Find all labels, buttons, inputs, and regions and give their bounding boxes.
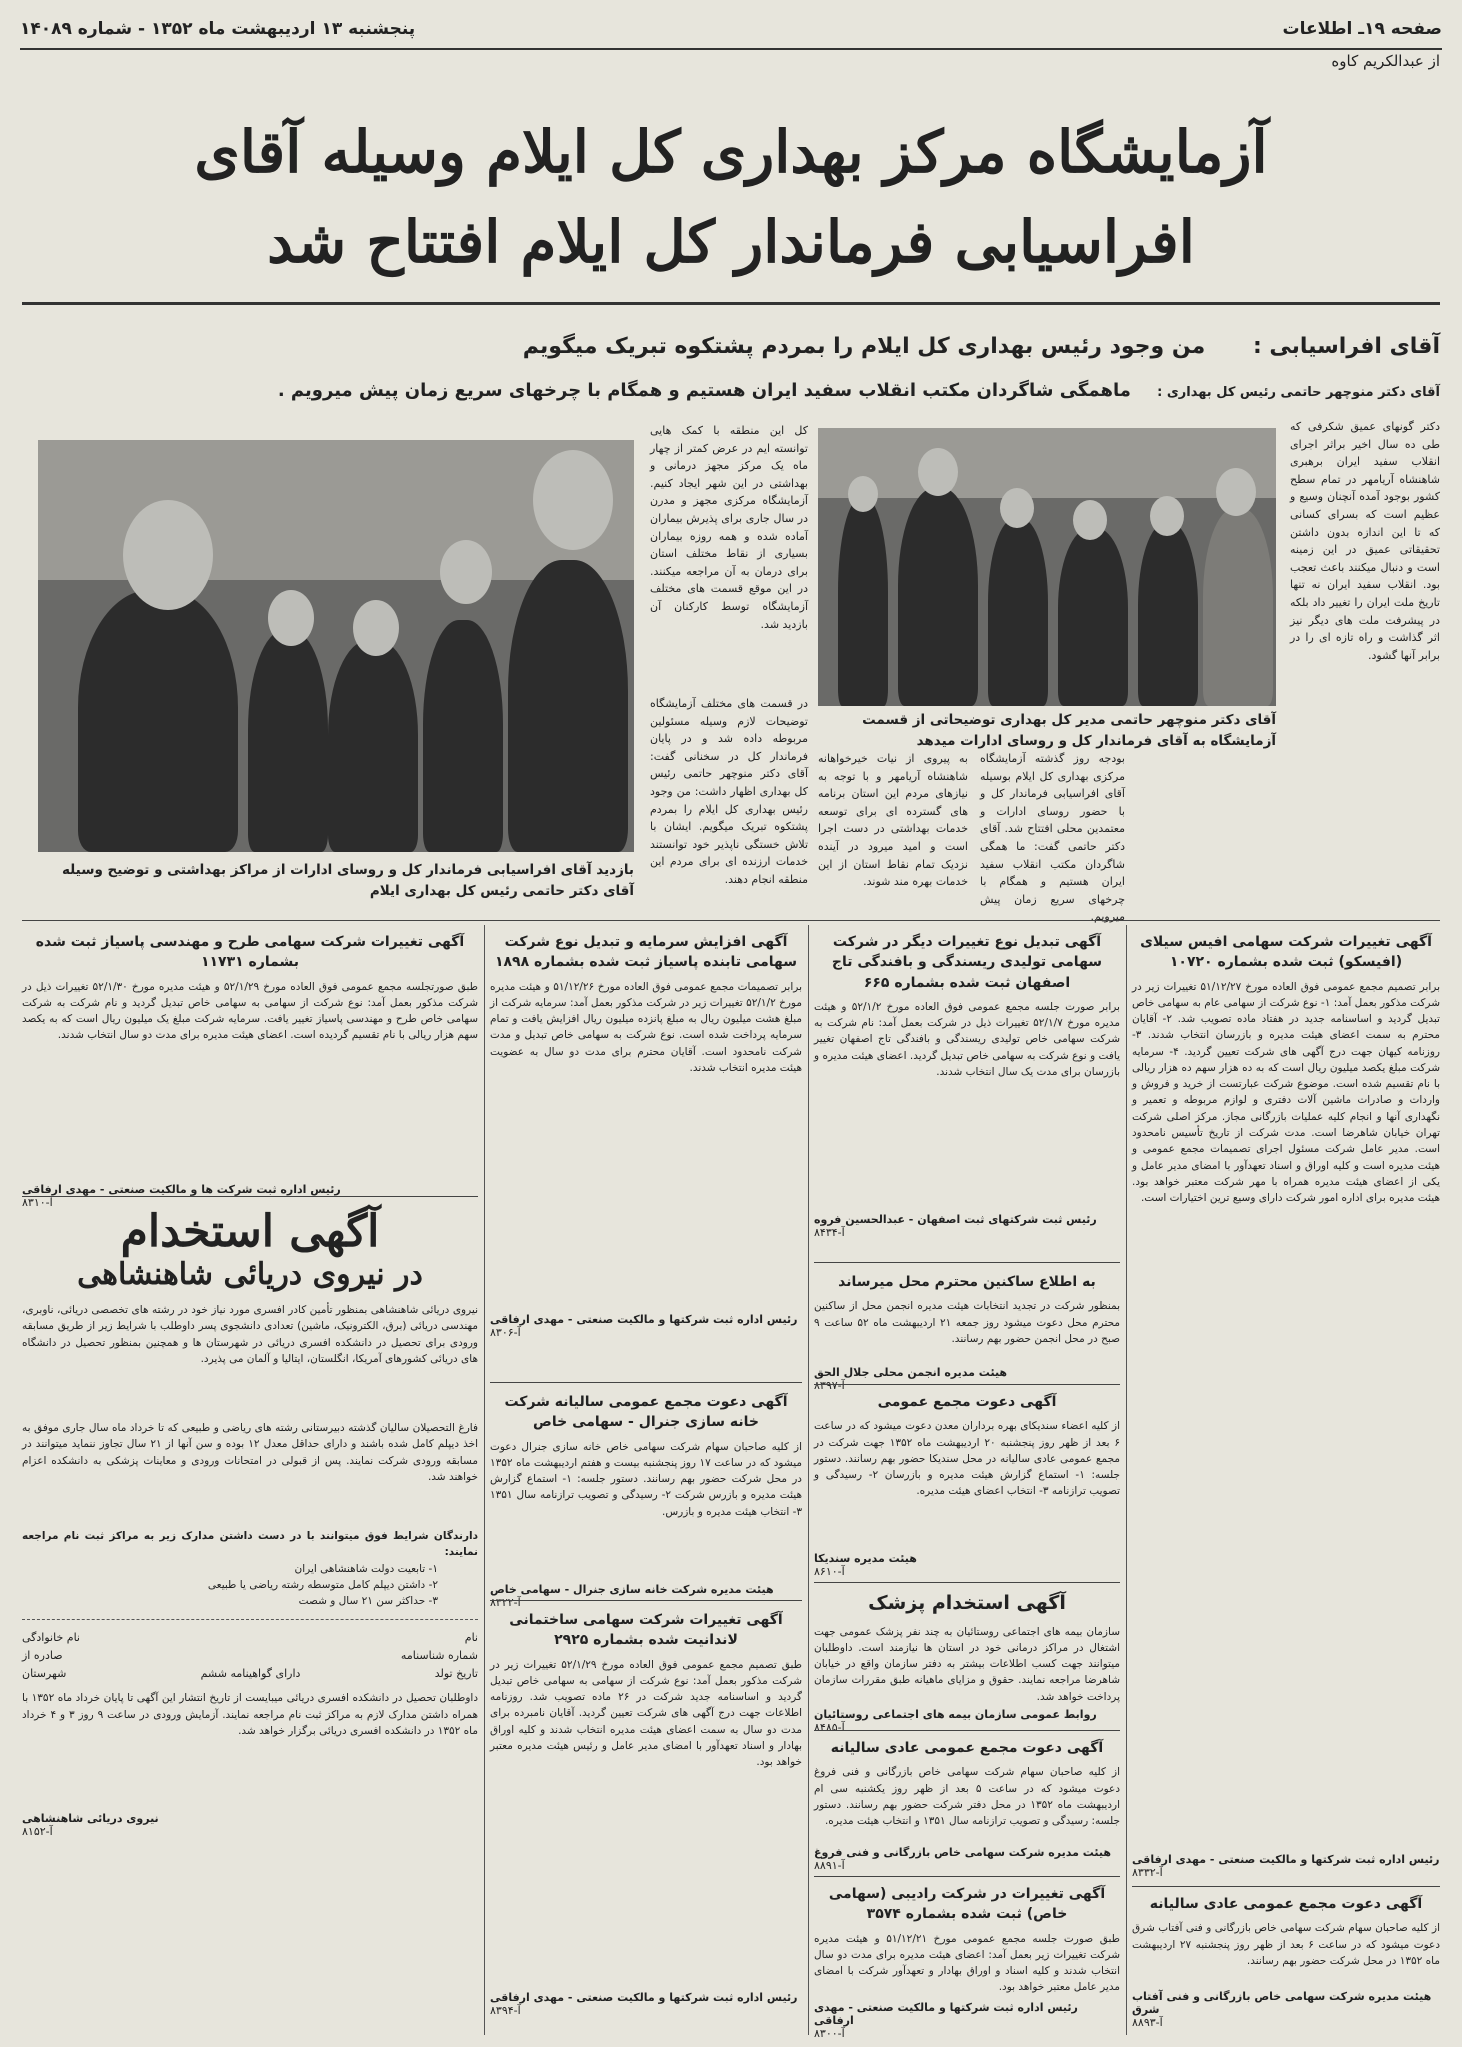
subhead-2: [22, 380, 1440, 401]
ad-title: آگهی دعوت مجمع عمومی: [877, 1394, 1057, 1410]
ad-rule: [814, 1262, 1120, 1263]
ad-signature: هیئت مدیره انجمن محلی جلال الحق: [814, 1366, 1008, 1380]
recruit-body-3: داوطلبان تحصیل در دانشکده افسری دریائی میبایست از تاریخ انتشار این آگهی تا پایان خرداد ماه ۱۳۵۲ با همراه داشتن مدارک لازم به مراکز ثبت نام مراجعه نمایند. آزمایش ورودی در ساعت ۹ روز ۳ و ۴ خرداد ماه ۱۳۵۲ در دانشکده افسری دریائی برگزار خواهد شد.: [22, 1692, 479, 1737]
article-col-bottom-b: به پیروی از نیات خیرخواهانه شاهنشاه آریامهر و با توجه به نیازهای مردم این استان برنامه های گسترده ای برای توسعه خدمات بهداشتی در دست اجرا است و امید میرود در آینده نزدیک تمام نقاط استان از این خدمات بهره مند شوند.: [818, 752, 968, 889]
ad-rule: [814, 1876, 1120, 1877]
ad-body: سازمان بیمه های اجتماعی روستائیان به چند نفر پزشک عمومی جهت اشتغال در مراکز درمانی خود در استان ها نیازمند است. داوطلبان میتوانند جهت کسب اطلاعات بیشتر به دفتر سازمان واقع در خیابان شاهرضا مراجعه نمایند. حقوق و مزایای ماهیانه طبق مقررات سازمان پرداخت خواهد شد.: [814, 1625, 1120, 1703]
form-city: شهرستان: [22, 1667, 67, 1681]
ad-residents-notice: [814, 1270, 1120, 1392]
ad-rule: [22, 1196, 478, 1197]
col-rule-1: [484, 925, 485, 2035]
ad-rule: [490, 1600, 802, 1601]
ad-ref: آ-۸۸۹۱: [814, 1859, 845, 1873]
article-bottom-rule: [22, 920, 1440, 921]
recruit-body-1: نیروی دریائی شاهنشاهی بمنظور تأمین کادر افسری مورد نیاز خود در رشته های تخصصی دریائی، ناوبری، مهندسی دریائی (برق، الکترونیک، ماشین) تعدادی دانشجوی پسر داوطلب با شرایط زیر از طریق مسابقه ورودی برای تحصیل در دانشکده افسری دریائی در شهرستان ها و همچنین بمنظور تحصیل در دانشگاه های دریائی کشورهای آمریکا، انگلستان، ایتالیا و آلمان می پذیرد.: [22, 1304, 478, 1365]
ad-passiaz-change: [22, 930, 478, 1209]
recruit-title: آگهی استخدام: [120, 1206, 380, 1257]
recruit-req-2: ۲- داشتن دیپلم کامل متوسطه رشته ریاضی یا طبیعی: [207, 1578, 438, 1591]
ad-title: آگهی دعوت مجمع عمومی عادی سالیانه: [830, 1740, 1104, 1756]
recruit-signature: نیروی دریائی شاهنشاهی: [22, 1812, 159, 1826]
ad-landanit-change: [490, 1608, 802, 2017]
ad-rule: [814, 1730, 1120, 1731]
photo-right: [818, 428, 1276, 706]
caption-right: آقای دکتر منوچهر حاتمی مدیر کل بهداری توضیحاتی از قسمت آزمایشگاه به آقای فرماندار کل و روسای ادارات میدهد: [862, 712, 1276, 749]
speaker-2: آقای دکتر منوچهر حاتمی رئیس کل بهداری :: [1157, 385, 1440, 400]
date-issue: پنجشنبه ۱۳ اردیبهشت ماه ۱۳۵۲ - شماره ۱۴۰۸۹: [20, 19, 416, 39]
ad-taj-isfahan-change: [814, 930, 1120, 1239]
ad-signature: هیئت مدیره شرکت سهامی خاص بازرگانی و فنی فروغ: [814, 1846, 1111, 1860]
headline-line1: آزمایشگاه مرکز بهداری کل ایلام وسیله آقای: [194, 118, 1268, 186]
ad-rule: [814, 1582, 1120, 1583]
ad-radibi-change: [814, 1882, 1120, 2040]
ad-body: طبق تصمیم مجمع عمومی فوق العاده مورخ ۵۲/۱/۲۹ تغییرات زیر در شرکت مذکور بعمل آمد: نوع شرکت از سهامی به سهامی خاص تبدیل گردید و اساسنامه جدید شرکت در ۲۶ ماده تصویب شد. روزنامه اطلاعات جهت درج آگهی های شرکت تعیین گردید. آقایان نامبرده برای مدت دو سال به سمت اعضای هیئت مدیره انتخاب شدند و کلیه اوراق بهادار و اسناد تعهدآور با امضای مدیر عامل و رئیس هیئت مدیره معتبر خواهد بود.: [490, 1658, 802, 1769]
ad-ref: آ-۸۶۱۰: [814, 1565, 845, 1579]
ad-rule: [1132, 1886, 1440, 1887]
ad-body: بمنظور شرکت در تجدید انتخابات هیئت مدیره انجمن محل از ساکنین محترم محل دعوت میشود روز جمعه ۲۱ اردیبهشت ماه ۵۲ ساعت ۹ صبح در محل انجمن حضور بهم رسانند.: [814, 1300, 1121, 1345]
form-diploma: دارای گواهینامه ششم: [200, 1667, 301, 1681]
ad-body: از کلیه صاحبان سهام شرکت سهامی خاص خانه سازی جنرال دعوت میشود که در ساعت ۱۷ روز پنجشنبه بیست و هفتم اردیبهشت ماه ۱۳۵۲ در محل شرکت حضور بهم رسانند. دستور جلسه: ۱- استماع گزارش هیئت مدیره و بازرس شرکت ۲- رسیدگی و تصویب ترازنامه سال ۱۳۵۱ ۳- انتخاب هیئت مدیره و بازرس.: [490, 1440, 803, 1518]
ad-ref: آ-۸۳۰۰: [814, 2026, 845, 2040]
ad-aftab-meeting: [1132, 1892, 1440, 2029]
quote-2: ماهمگی شاگردان مکتب انقلاب سفید ایران هستیم و همگام با چرخهای سریع زمان پیش میرویم .: [277, 380, 1131, 401]
form-id: شماره شناسنامه: [400, 1649, 478, 1663]
ad-ref: آ-۸۳۹۴: [490, 2003, 521, 2017]
ad-signature: هیئت مدیره سندیکا: [814, 1552, 917, 1566]
ad-body: طبق صورت جلسه مجمع عمومی مورخ ۵۱/۱۲/۲۱ و هیئت مدیره شرکت تغییرات زیر بعمل آمد: اعضای هیئت مدیره برای مدت دو سال انتخاب شدند و کلیه اسناد و اوراق بهادار و تعهدآور شرکت با امضای مدیر عامل معتبر خواهد بود.: [814, 1932, 1120, 1994]
ad-signature: رئیس اداره ثبت شرکتها و مالکیت صنعتی - مهدی ارفاقی: [1132, 1852, 1440, 1866]
article-col-mid: کل این منطقه با کمک هایی توانسته ایم در عرض کمتر از چهار ماه یک مرکز مجهز درمانی و بهداشتی در این شهر ایجاد کنیم. آزمایشگاه مرکزی مجهز و مدرن در سال جاری برای پذیرش بیماران آماده شده و همه روزه بیماران بسیاری از نقاط مختلف استان برای درمان به آن مراجعه میکنند. در این موقع قسمت های مختلف آزمایشگاه توسط کارکنان آن بازدید شد.: [650, 424, 808, 631]
ad-syndicate-meeting: [814, 1390, 1120, 1578]
ad-signature: رئیس اداره ثبت شرکت ها و مالکیت صنعتی - مهدی ارفاقی: [22, 1182, 341, 1196]
form-birth: تاریخ تولد: [434, 1667, 478, 1681]
ad-forough-meeting: [814, 1736, 1120, 1872]
ad-title: به اطلاع ساکنین محترم محل میرساند: [838, 1274, 1096, 1290]
byline: از عبدالکریم کاوه: [1331, 52, 1440, 70]
ad-title: آگهی تغییرات شرکت سهامی طرح و مهندسی پاسیاز ثبت شده بشماره ۱۱۷۳۱: [35, 934, 465, 971]
ad-title: آگهی افزایش سرمایه و تبدیل نوع شرکت سهامی تابنده پاسیاز ثبت شده بشماره ۱۸۹۸: [494, 934, 798, 971]
ad-signature: رئیس ثبت شرکتهای ثبت اصفهان - عبدالحسین فروه: [814, 1212, 1097, 1226]
photo-left: [38, 440, 634, 852]
ad-body: برابر تصمیم مجمع عمومی فوق العاده مورخ ۵۱/۱۲/۲۷ تغییرات زیر در شرکت مذکور بعمل آمد: ۱- نوع شرکت از سهامی عام به سهامی خاص تبدیل گردید و اساسنامه جدید در هفتاد ماده تصویب شد. ۲- آقایان محترم به سمت اعضای هیئت مدیره و بازرسان انتخاب شدند. ۳- روزنامه کیهان جهت درج آگهی های شرکت تعیین گردید. ۴- سرمایه شرکت مبلغ یکصد میلیون ریال است که به ده هزار سهم ده هزار ریالی با نام تقسیم شده است. موضوع شرکت عبارتست از خرید و فروش و واردات و صادرات ماشین آلات دفتری و لوازم مربوطه و تعمیر و نگهداری آنها و انجام کلیه عملیات بازرگانی مجاز. مرکز اصلی شرکت تهران خیابان شاهرضا است. مدت شرکت از تاریخ تأسیس نامحدود است. مدیر عامل شرکت مسئول اجرای تصمیمات مجمع عمومی و هیئت مدیره است و کلیه اوراق و اسناد تعهدآور با امضای مدیر عامل و یکی از اعضای هیئت مدیره همراه با مهر شرکت معتبر خواهد بود. هیئت مدیره برای اداره امور شرکت دارای وسیع ترین اختیارات است.: [1132, 980, 1440, 1205]
ad-ref: آ-۸۳۲۲: [490, 1595, 521, 1609]
ad-body: از کلیه اعضاء سندیکای بهره برداران معدن دعوت میشود که در ساعت ۶ بعد از ظهر روز پنجشنبه ۲۰ اردیبهشت ماه ۱۳۵۲ جهت شرکت در مجمع عمومی عادی سالیانه در محل سندیکا حضور بهم رسانند. دستور جلسه: ۱- استماع گزارش هیئت مدیره و بازرسان ۲- رسیدگی و تصویب ترازنامه ۳- انتخاب اعضای هیئت مدیره.: [814, 1420, 1120, 1498]
page-label: صفحه ۱۹ـ اطلاعات: [1282, 19, 1442, 39]
col-rule-2: [808, 925, 809, 2035]
ad-officeco-change: [1132, 930, 1440, 1879]
ad-ref: آ-۸۴۸۵: [814, 1720, 845, 1734]
headline: [60, 108, 1402, 288]
ad-signature: رئیس اداره ثبت شرکتها و مالکیت صنعتی - مهدی ارفاقی: [490, 1990, 798, 2004]
ad-ref: آ-۸۳۰۶: [490, 1325, 521, 1339]
recruit-ref: آ-۸۱۵۲: [22, 1825, 53, 1839]
headline-rule: [22, 302, 1440, 305]
ad-tabandeh-capital: [490, 930, 802, 1339]
article-col-bottom-a: بودجه روز گذشته آزمایشگاه مرکزی بهداری کل ایلام بوسیله آقای افراسیابی فرماندار کل و با حضور روسای ادارات و معتمدین محلی افتتاح شد. آقای دکتر حاتمی گفت: ما همگی شاگردان مکتب انقلاب سفید ایران هستیم و همگام با چرخهای سریع زمان پیش میرویم.: [980, 752, 1125, 924]
recruit-req-head: دارندگان شرایط فوق میتوانند با در دست داشتن مدارک زیر به مراکز ثبت نام مراجعه نمایند:: [22, 1530, 478, 1559]
speaker-1: آقای افراسیابی :: [1252, 334, 1440, 359]
ad-ref: آ-۸۴۳۴: [814, 1225, 845, 1239]
subhead-1: [22, 334, 1440, 359]
recruit-subtitle: در نیروی دریائی شاهنشاهی: [77, 1257, 423, 1292]
ad-body: برابر تصمیمات مجمع عمومی فوق العاده مورخ ۵۱/۱۲/۲۶ و هیئت مدیره مورخ ۵۲/۱/۲ تغییرات زیر در شرکت مذکور بعمل آمد: سرمایه شرکت از مبلغ هشت میلیون ریال به مبلغ پانزده میلیون ریال افزایش یافت و تمام سرمایه پرداخت شده است. نوع شرکت به سهامی خاص تبدیل و مدت شرکت نامحدود است. آقایان محترم برای مدت دو سال به عضویت هیئت مدیره انتخاب شدند.: [490, 980, 802, 1074]
ad-rule: [814, 1384, 1120, 1385]
caption-left: بازدید آقای افراسیابی فرماندار کل و روسای ادارات از مراکز بهداشتی و توضیح وسیله آقای دکتر حاتمی رئیس کل بهداری ایلام: [61, 862, 634, 899]
ad-general-housing-meeting: [490, 1390, 802, 1609]
ad-signature: رئیس اداره ثبت شرکتها و مالکیت صنعتی - مهدی ارفاقی: [814, 2000, 1078, 2027]
masthead: [20, 10, 1442, 50]
ad-doctor-recruitment: [814, 1588, 1120, 1734]
ad-signature: رئیس اداره ثبت شرکتها و مالکیت صنعتی - مهدی ارفاقی: [490, 1312, 798, 1326]
ad-title: آگهی تغییرات شرکت سهامی افیس سیلای (افیسکو) ثبت شده بشماره ۱۰۷۲۰: [1140, 934, 1432, 971]
form-issued: صادره از: [22, 1649, 63, 1663]
ad-body: از کلیه صاحبان سهام شرکت سهامی خاص بازرگانی و فنی فروغ دعوت میشود که در ساعت ۵ بعد از ظهر روز یکشنبه سی ام اردیبهشت ماه ۱۳۵۲ در محل دفتر شرکت حضور بهم رسانند. دستور جلسه: رسیدگی و تصویب ترازنامه سال ۱۳۵۱ و انتخاب هیئت مدیره.: [814, 1766, 1120, 1828]
ad-signature: هیئت مدیره شرکت سهامی خاص بازرگانی و فنی آفتاب شرق: [1132, 1990, 1432, 2017]
recruit-form: [22, 1619, 478, 1680]
article-col-left-a: در قسمت های مختلف آزمایشگاه توضیحات لازم وسیله مسئولین مربوطه داده شد و در پایان فرماندار کل در سخنانی گفت: آقای دکتر منوچهر حاتمی رئیس کل بهداری اظهار داشت: من وجود رئیس بهداری کل ایلام را بمردم پشتکوه تبریک میگویم. ایشان با تلاش خستگی ناپذیر خود توانستند خدمات ارزنده ای برای مردم این منطقه انجام دهند.: [650, 697, 808, 886]
recruit-req-3: ۳- حداکثر سن ۲۱ سال و شصت: [298, 1595, 438, 1608]
article-col-right: دکتر گونهای عمیق شکرفی که طی ده سال اخیر براثر اجرای انقلاب سفید ایران برهبری شاهنشاه آریامهر در تمام سطح کشور بوجود آمده آنچنان وسیع و عظیم است که بسرای کسانی که تا این اندازه بدون داشتن تحقیقاتی عمیق در این زمینه است و دنبال میکنند باعث تعجب بود. انقلاب سفید ایران نه تنها تاریخ ملت ایران را تغییر داد بلکه در پیشرفت ملت های دیگر نیز اثر گذاشت و راه تازه ای را در برابر آنها گشود.: [1290, 420, 1440, 662]
ad-title: آگهی تغییرات شرکت سهامی ساختمانی لاندانیت شده بشماره ۲۹۲۵: [509, 1612, 783, 1649]
ad-ref: آ-۸۸۹۳: [1132, 2016, 1163, 2030]
ad-title: آگهی استخدام پزشک: [868, 1592, 1066, 1614]
quote-1: من وجود رئیس بهداری کل ایلام را بمردم پشتکوه تبریک میگویم: [522, 334, 1206, 359]
ad-title: آگهی دعوت مجمع عمومی عادی سالیانه: [1149, 1896, 1423, 1912]
recruit-body-2: فارغ التحصیلان سالیان گذشته دبیرستانی رشته های ریاضی و طبیعی که تا خرداد ماه سال جاری موفق به اخذ دیپلم کامل شده باشند و دارای حداقل معدل ۱۲ بوده و سن آنها از ۲۱ سال تجاوز ننماید میتوانند در مسابقه ورودی شرکت نمایند. پس از قبولی در امتحانات ورودی و معاینات پزشکی به دانشکده اعزام خواهند شد.: [22, 1422, 478, 1483]
headline-line2: افراسیابی فرماندار کل ایلام افتتاح شد: [267, 207, 1195, 276]
ad-body: برابر صورت جلسه مجمع عمومی فوق العاده مورخ ۵۲/۱/۲ و هیئت مدیره مورخ ۵۲/۱/۷ تغییرات ذیل در شرکت بعمل آمد: نام شرکت به شرکت سهامی خاص تولیدی ریسندگی و بافندگی تاج اصفهان تغییر یافت و نوع شرکت به سهامی خاص تبدیل گردید. اعضای هیئت مدیره و بازرسان برای مدت یک سال انتخاب شدند.: [814, 1000, 1120, 1078]
ad-title: آگهی تغییرات در شرکت رادیبی (سهامی خاص) ثبت شده بشماره ۳۵۷۴: [828, 1886, 1106, 1923]
ad-rule: [490, 1382, 802, 1383]
ad-ref: آ-۸۳۳۲: [1132, 1865, 1163, 1879]
ad-navy-recruitment: [22, 1206, 478, 1838]
ad-title: آگهی دعوت مجمع عمومی سالیانه شرکت خانه سازی جنرال - سهامی خاص: [504, 1394, 788, 1431]
ad-body: از کلیه صاحبان سهام شرکت سهامی خاص بازرگانی و فنی آفتاب شرق دعوت میشود که در ساعت ۶ بعد از ظهر روز پنجشنبه ۲۷ اردیبهشت ماه ۱۳۵۲ در محل شرکت حضور بهم رسانند.: [1132, 1922, 1441, 1967]
col-rule-3: [1126, 925, 1127, 2035]
ad-ref: آ-۸۳۹۷: [814, 1379, 845, 1393]
ad-signature: روابط عمومی سازمان بیمه های اجتماعی روستائیان: [814, 1707, 1097, 1721]
ad-title: آگهی تبدیل نوع تغییرات دیگر در شرکت سهامی تولیدی ریسندگی و بافندگی تاج اصفهان ثبت شده بشماره ۶۶۵: [831, 934, 1103, 991]
form-family: نام خانوادگی: [22, 1631, 80, 1645]
form-name: نام: [464, 1631, 478, 1645]
ad-body: طبق صورتجلسه مجمع عمومی فوق العاده مورخ ۵۲/۱/۲۹ و هیئت مدیره مورخ ۵۲/۱/۳۰ تغییرات ذیل در شرکت مذکور بعمل آمد: نوع شرکت از سهامی به سهامی خاص تبدیل گردید و نام شرکت به شرکت سهامی خاص طرح و مهندسی پاسیاز تغییر یافت. سرمایه شرکت مبلغ یک میلیون ریال است که به یکصد سهم هزار ریالی با نام تقسیم گردیده است. اعضای هیئت مدیره برای مدت دو سال انتخاب شدند.: [22, 980, 479, 1042]
ad-signature: هیئت مدیره شرکت خانه سازی جنرال - سهامی خاص: [490, 1582, 774, 1596]
recruit-req-1: ۱- تابعیت دولت شاهنشاهی ایران: [294, 1562, 438, 1575]
ad-ref: آ-۸۳۱۰: [22, 1195, 53, 1209]
